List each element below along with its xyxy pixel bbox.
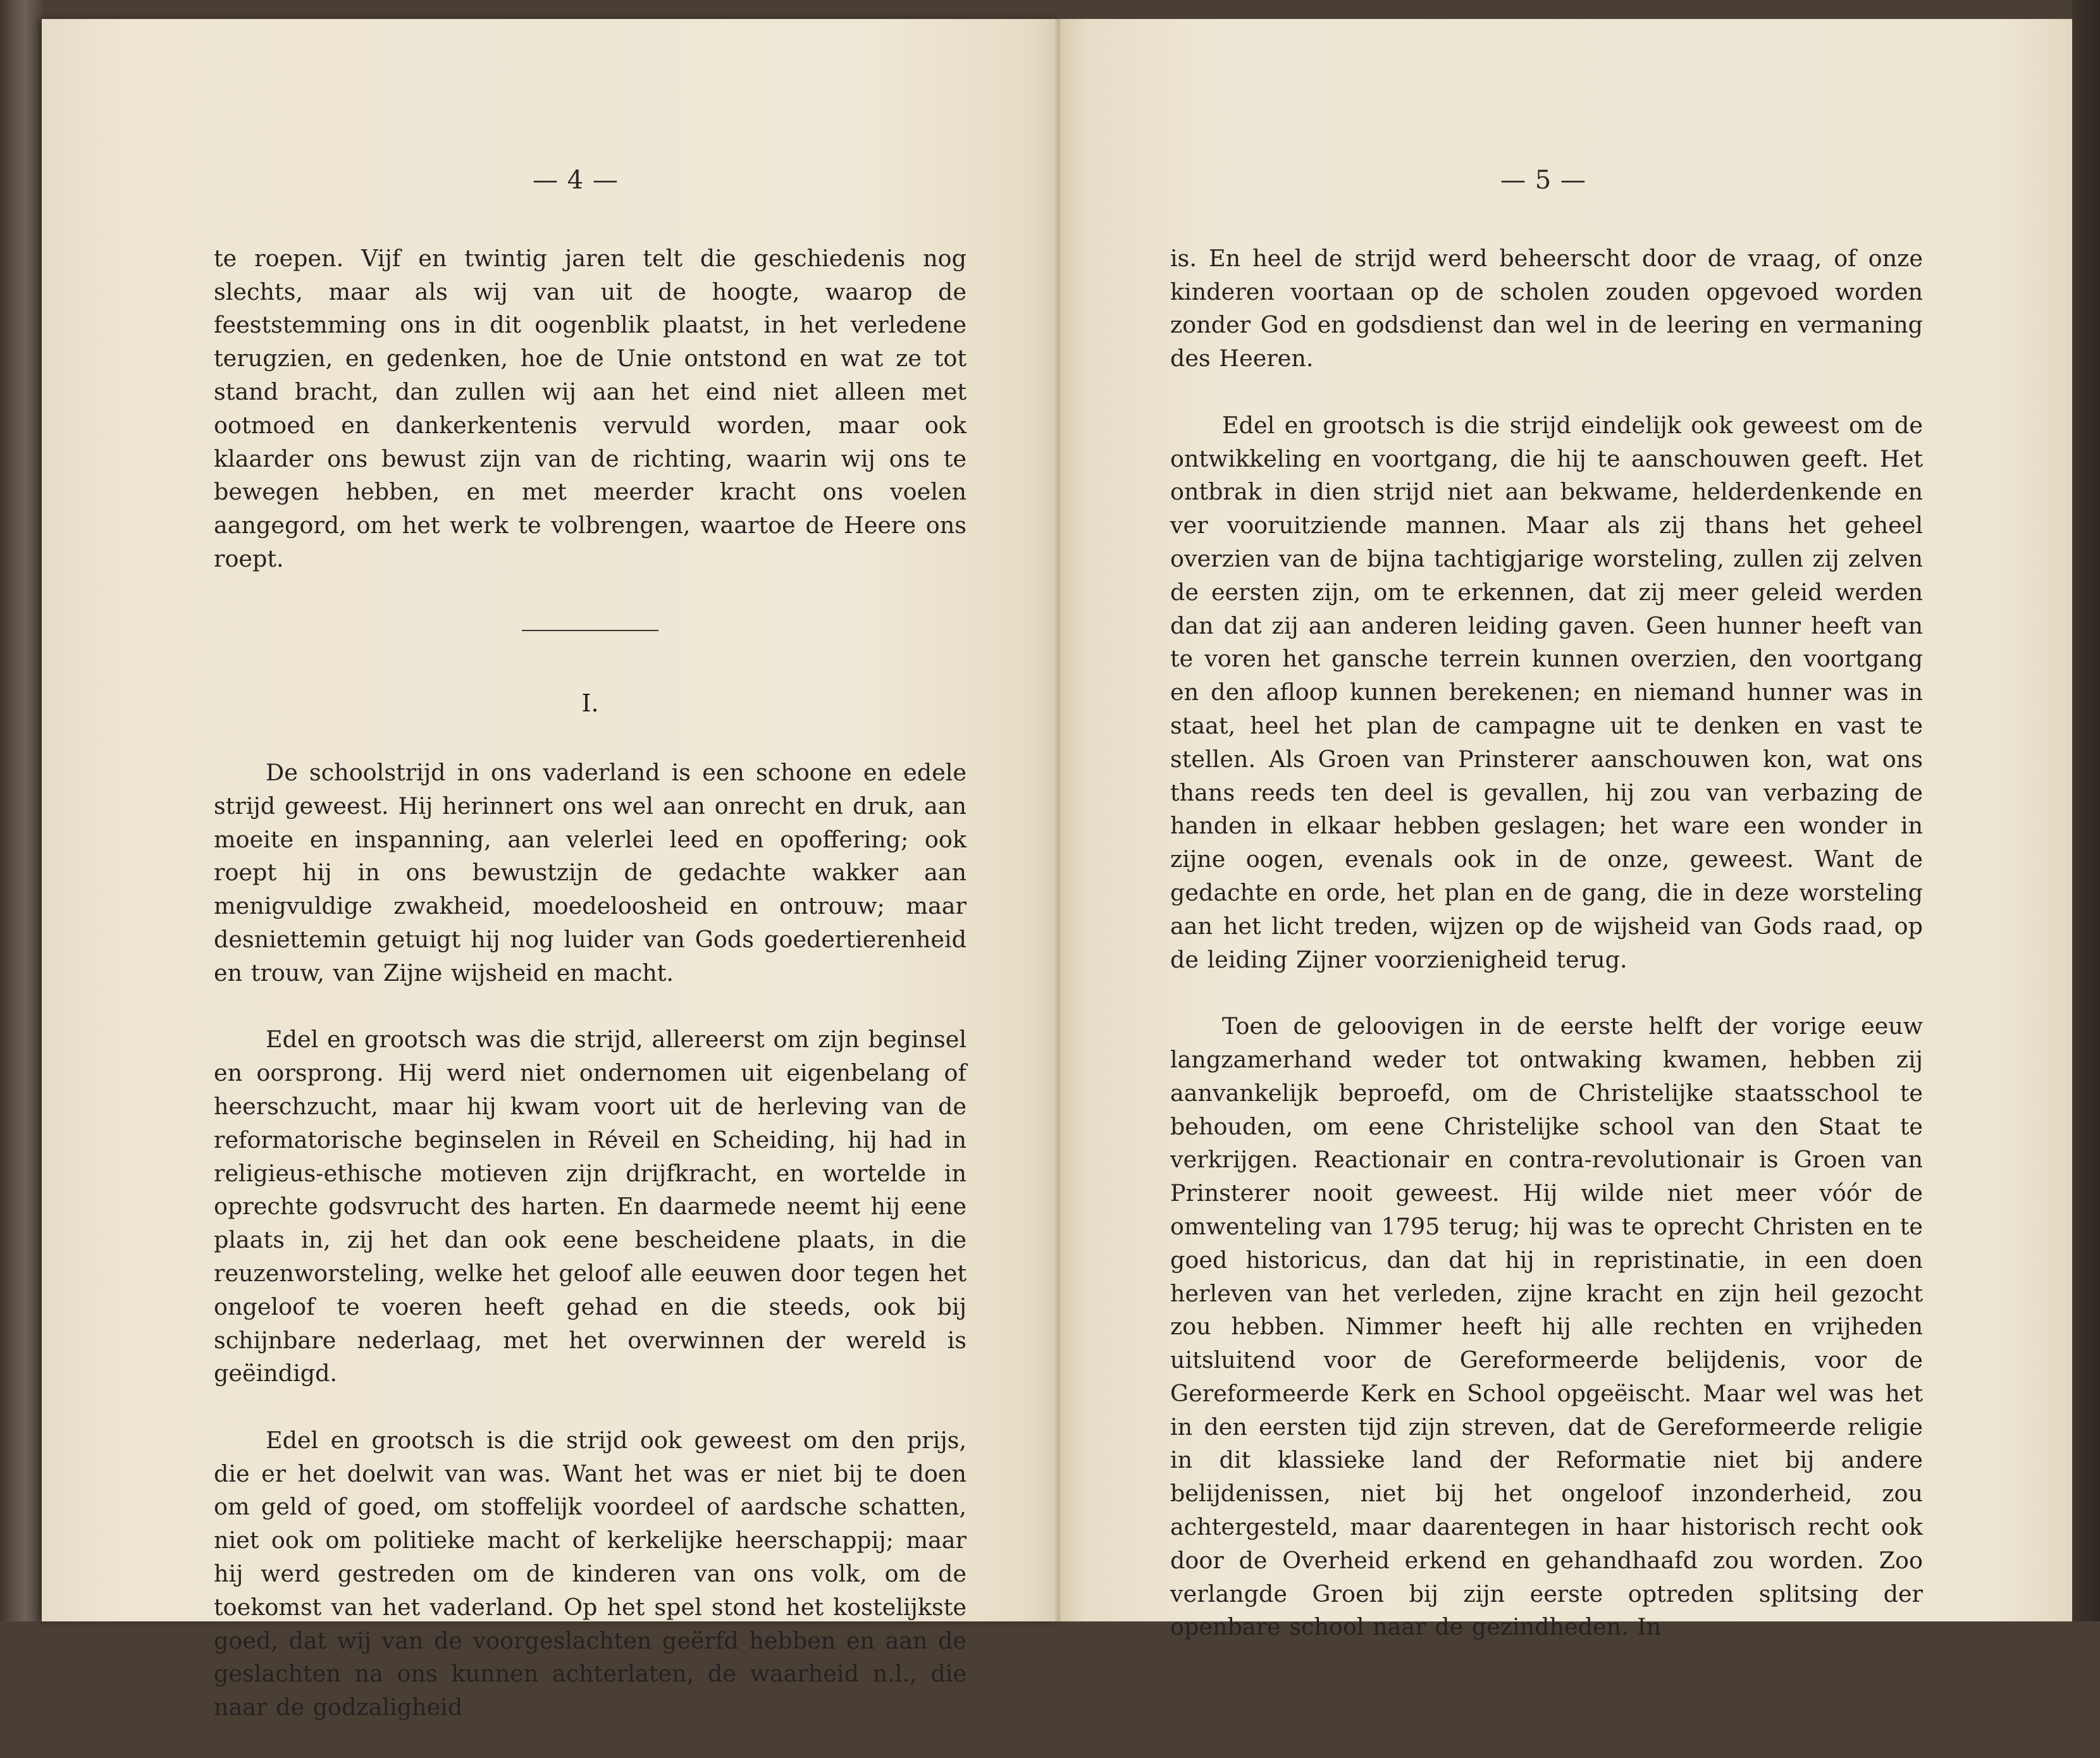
left-text-column <box>214 209 967 1758</box>
page-number-right: — 5 — <box>1500 166 1586 195</box>
paragraph: Edel en grootsch is die strijd ook geweest om den prijs, die er het doelwit van was. Want het was er niet bij te doen om geld of goed, om stoffelijk voordeel of aardsche schatten, niet ook om politieke macht of kerkelijke heerschappij; maar hij werd gestreden om de kinderen van ons volk, om de toekomst van het vaderland. Op het spel stond het kostelijkste goed, dat wij van de voorgeslachten geërfd hebben en aan de geslachten na ons kunnen achterlaten, de waarheid n.l., die naar de godzaligheid <box>214 1426 967 1721</box>
paragraph: Toen de geloovigen in de eerste helft der vorige eeuw langzamerhand weder tot ontwaking kwamen, hebben zij aanvankelijk beproefd, om de Christelijke staatsschool te behouden, om eene Christelijke school van den Staat te verkrijgen. Reactionair en contra-revolutionair is Groen van Prinsterer nooit geweest. Hij wilde niet meer vóór de omwenteling van 1795 terug; hij was te oprecht Christen en te goed historicus, dan dat hij in repristinatie, in een doen herleven van het verleden, zijne kracht en zijn heil gezocht zou hebben. Nimmer heeft hij alle rechten en vrijheden uitsluitend voor de Gereformeerde belijdenis, voor de Gereformeerde Kerk en School opgeëischt. Maar wel was het in den eersten tijd zijn streven, dat de Gereformeerde religie in dit klassieke land der Reformatie niet bij andere belijdenissen, niet bij het ongeloof inzonderheid, zou achtergesteld, maar daarentegen in haar historisch recht ook door de Overheid erkend en gehandhaafd zou worden. Zoo verlangde Groen bij zijn eerste optreden splitsing der openbare school naar de gezindheden. In <box>1170 1012 1923 1641</box>
paragraph: Edel en grootsch is die strijd eindelijk ook geweest om de ontwikkeling en voortgang, die hij te aanschouwen geeft. Het ontbrak in dien strijd niet aan bekwame, helderdenkende en ver vooruitziende mannen. Maar als zij thans het geheel overzien van de bijna tachtigjarige worsteling, zullen zij zelven de eersten zijn, om te erkennen, dat zij meer geleid werden dan dat zij aan anderen leiding gaven. Geen hunner heeft van te voren het gansche terrein kunnen overzien, den voortgang en den afloop kunnen berekenen; en niemand hunner was in staat, heel het plan de campagne uit te denken en vast te stellen. Als Groen van Prinsterer aanschouwen kon, wat ons thans reeds ten deel is gevallen, hij zou van verbazing de handen in elkaar hebben geslagen; het ware een wonder in zijne oogen, evenals ook in de onze, geweest. Want de gedachte en orde, het plan en de gang, die in deze worsteling aan het licht treden, wijzen op de wijsheid van Gods raad, op de leiding Zijner voorzienigheid terug. <box>1170 411 1923 973</box>
paragraph: De schoolstrijd in ons vaderland is een schoone en edele strijd geweest. Hij herinnert ons wel aan onrecht en druk, aan moeite en inspanning, aan velerlei leed en opoffering; ook roept hij in ons bewustzijn de gedachte wakker aan menigvuldige zwakheid, moedeloosheid en ontrouw; maar desniettemin getuigt hij nog luider van Gods goedertierenheid en trouw, van Zijne wijsheid en macht. <box>214 758 967 987</box>
section-numeral: I. <box>581 689 599 718</box>
section-divider <box>522 630 658 631</box>
page-number-left: — 4 — <box>533 166 619 195</box>
background-edge <box>2072 0 2100 1621</box>
right-text-column <box>1170 209 1923 1678</box>
paragraph: is. En heel de strijd werd beheerscht door de vraag, of onze kinderen voortaan op de scholen zouden opgevoed worden zonder God en godsdienst dan wel in de leering en vermaning des Heeren. <box>1170 244 1923 372</box>
paragraph: Edel en grootsch was die strijd, allereerst om zijn beginsel en oorsprong. Hij werd niet ondernomen uit eigenbelang of heerschzucht, maar hij kwam voort uit de herleving van de reformatorische beginselen in Réveil en Scheiding, hij had in religieus-ethische motieven zijn drijfkracht, en wortelde in oprechte godsvrucht des harten. En daarmede neemt hij eene plaats in, zij het dan ook eene bescheidene plaats, in die reuzenworsteling, welke het geloof alle eeuwen door tegen het ongeloof te voeren heeft gehad en die steeds, ook bij schijnbare nederlaag, met het overwinnen der wereld is geëindigd. <box>214 1026 967 1387</box>
intro-paragraph: te roepen. Vijf en twintig jaren telt die geschiedenis nog slechts, maar als wij van uit de hoogte, waarop de feeststemming ons in dit oogenblik plaatst, in het verledene terugzien, en gedenken, hoe de Unie ontstond en wat ze tot stand bracht, dan zullen wij aan het eind niet alleen met ootmoed en dankerkentenis vervuld worden, maar ook klaarder ons bewust zijn van de richting, waarin wij ons te bewegen hebben, en met meerder kracht ons voelen aangegord, om het werk te volbrengen, waartoe de Heere ons roept. <box>214 244 967 572</box>
